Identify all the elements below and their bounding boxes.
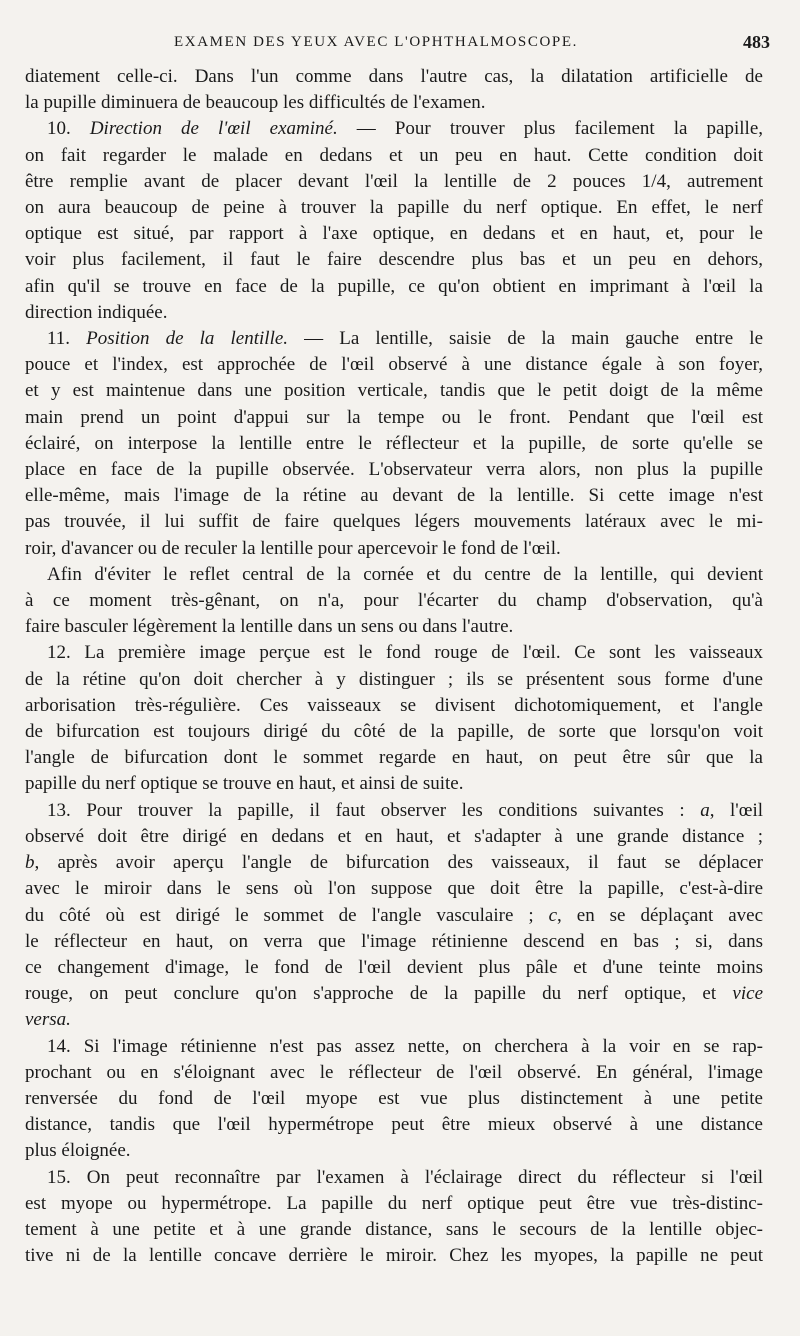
text-run: du côté où est dirigé le sommet de l'angle vasculaire ; — [25, 904, 549, 926]
text-line: 15. On peut reconnaître par l'examen à l'éclairage direct du réflecteur si l'œil — [47, 1166, 763, 1188]
text-line: ce changement d'image, le fond de l'œil devient plus pâle et d'une teinte moins — [25, 956, 763, 978]
text-line: pouce et l'index, est approchée de l'œil observé à une distance égale à son foyer, — [25, 354, 763, 376]
italic-text: Direction de l'œil examiné. — [89, 118, 338, 140]
text-line: de la rétine qu'on doit chercher à y distinguer ; ils se présentent sous forme d'une — [25, 668, 763, 690]
text-line: tive ni de la lentille concave derrière le miroir. Chez les myopes, la papille ne peut — [25, 1245, 763, 1267]
text-run: — La lentille, saisie de la main gauche entre le — [288, 328, 763, 350]
italic-text: a — [700, 799, 710, 821]
body-text — [25, 64, 763, 1269]
text-line — [25, 326, 763, 352]
text-line: éclairé, on interpose la lentille entre le réflecteur et la pupille, de sorte qu'elle se — [25, 432, 763, 454]
text-line: direction indiquée. — [25, 301, 168, 323]
text-line: papille du nerf optique se trouve en haut, et ainsi de suite. — [25, 773, 464, 795]
text-line: faire basculer légèrement la lentille dans un sens ou dans l'autre. — [25, 616, 514, 638]
text-line: voir plus facilement, il faut le faire descendre plus bas et un peu en dehors, — [25, 249, 763, 271]
text-run: 10. — [47, 118, 90, 140]
running-header — [24, 30, 770, 58]
text-line: avec le miroir dans le sens où l'on suppose que doit être la papille, c'est-à-dire — [25, 878, 763, 900]
italic-text: vice — [732, 983, 763, 1005]
text-line: on aura beaucoup de peine à trouver la papille du nerf optique. En effet, le nerf — [25, 197, 763, 219]
text-run: 11. — [47, 328, 87, 350]
text-line: tement à une petite et à une grande distance, sans le secours de la lentille objec- — [25, 1218, 763, 1240]
text-line: pas trouvée, il lui suffit de faire quelques légers mouvements latéraux avec le mi- — [25, 511, 763, 533]
text-line: la pupille diminuera de beaucoup les difficultés de l'examen. — [25, 92, 486, 114]
text-line: et y est maintenue dans une position verticale, tandis que le petit doigt de la même — [25, 380, 763, 402]
text-line: place en face de la pupille observée. L'observateur verra alors, non plus la pupille — [25, 459, 763, 481]
text-line: renversée du fond de l'œil myope est vue plus distinctement à une petite — [25, 1087, 763, 1109]
italic-text: versa. — [25, 1009, 71, 1031]
text-line: est myope ou hypermétrope. La papille du nerf optique peut être vue très-distinc- — [25, 1192, 763, 1214]
text-line: roir, d'avancer ou de reculer la lentille pour apercevoir le fond de l'œil. — [25, 537, 561, 559]
text-line: afin qu'il se trouve en face de la pupille, ce qu'on obtient en imprimant à l'œil la — [25, 275, 763, 297]
text-run: , l'œil — [709, 799, 763, 821]
text-line: prochant ou en s'éloignant avec le réflecteur de l'œil observé. En général, l'image — [25, 1061, 763, 1083]
text-line — [25, 1007, 763, 1033]
text-line: Afin d'éviter le reflet central de la cornée et du centre de la lentille, qui devient — [47, 563, 763, 585]
text-line: distance, tandis que l'œil hypermétrope peut être mieux observé à une distance — [25, 1114, 763, 1136]
text-line: arborisation très-régulière. Ces vaisseaux se divisent dichotomiquement, et l'angle — [25, 694, 763, 716]
text-line: à ce moment très-gênant, on n'a, pour l'écarter du champ d'observation, qu'à — [25, 590, 763, 612]
text-line: elle-même, mais l'image de la rétine au devant de la lentille. Si cette image n'est — [25, 485, 763, 507]
text-line: optique est situé, par rapport à l'axe optique, en dedans et en haut, et, pour le — [25, 223, 763, 245]
text-line — [25, 981, 763, 1007]
italic-text: c — [548, 904, 558, 926]
text-line: le réflecteur en haut, on verra que l'image rétinienne descend en bas ; si, dans — [25, 930, 763, 952]
text-line: 12. La première image perçue est le fond rouge de l'œil. Ce sont les vaisseaux — [47, 642, 763, 664]
page-number: 483 — [743, 32, 770, 52]
text-line: on fait regarder le malade en dedans et un peu en haut. Cette condition doit — [25, 144, 763, 166]
text-run: 13. Pour trouver la papille, il faut observer les conditions suivantes : — [47, 799, 701, 821]
text-line — [25, 798, 763, 824]
running-title: EXAMEN DES YEUX AVEC L'OPHTHALMOSCOPE. — [174, 34, 578, 50]
text-line: 14. Si l'image rétinienne n'est pas assez nette, on cherchera à la voir en se rap- — [47, 1035, 763, 1057]
text-line: l'angle de bifurcation dont le sommet regarde en haut, on peut être sûr que la — [25, 747, 763, 769]
italic-text: b — [25, 852, 35, 874]
text-run: rouge, on peut conclure qu'on s'approche de la papille du nerf optique, et — [25, 983, 733, 1005]
text-line: observé doit être dirigé en dedans et en haut, et s'adapter à une grande distance ; — [25, 825, 763, 847]
text-run: , après avoir aperçu l'angle de bifurcation des vaisseaux, il faut se déplacer — [34, 852, 763, 874]
text-line: main prend un point d'appui sur la tempe ou le front. Pendant que l'œil est — [25, 406, 763, 428]
text-line — [25, 903, 763, 929]
text-run: — Pour trouver plus facilement la papille, — [337, 118, 763, 140]
italic-text: Position de la lentille. — [86, 328, 289, 350]
text-line — [25, 850, 763, 876]
text-line: diatement celle-ci. Dans l'un comme dans l'autre cas, la dilatation artificielle de — [25, 66, 763, 87]
text-run: , en se déplaçant avec — [557, 904, 763, 926]
text-line: plus éloignée. — [25, 1140, 131, 1162]
text-line: de bifurcation est toujours dirigé du côté de la papille, de sorte que lorsqu'on voit — [25, 721, 763, 743]
text-line — [25, 116, 763, 142]
text-line: être remplie avant de placer devant l'œil la lentille de 2 pouces 1/4, autrement — [25, 170, 763, 192]
